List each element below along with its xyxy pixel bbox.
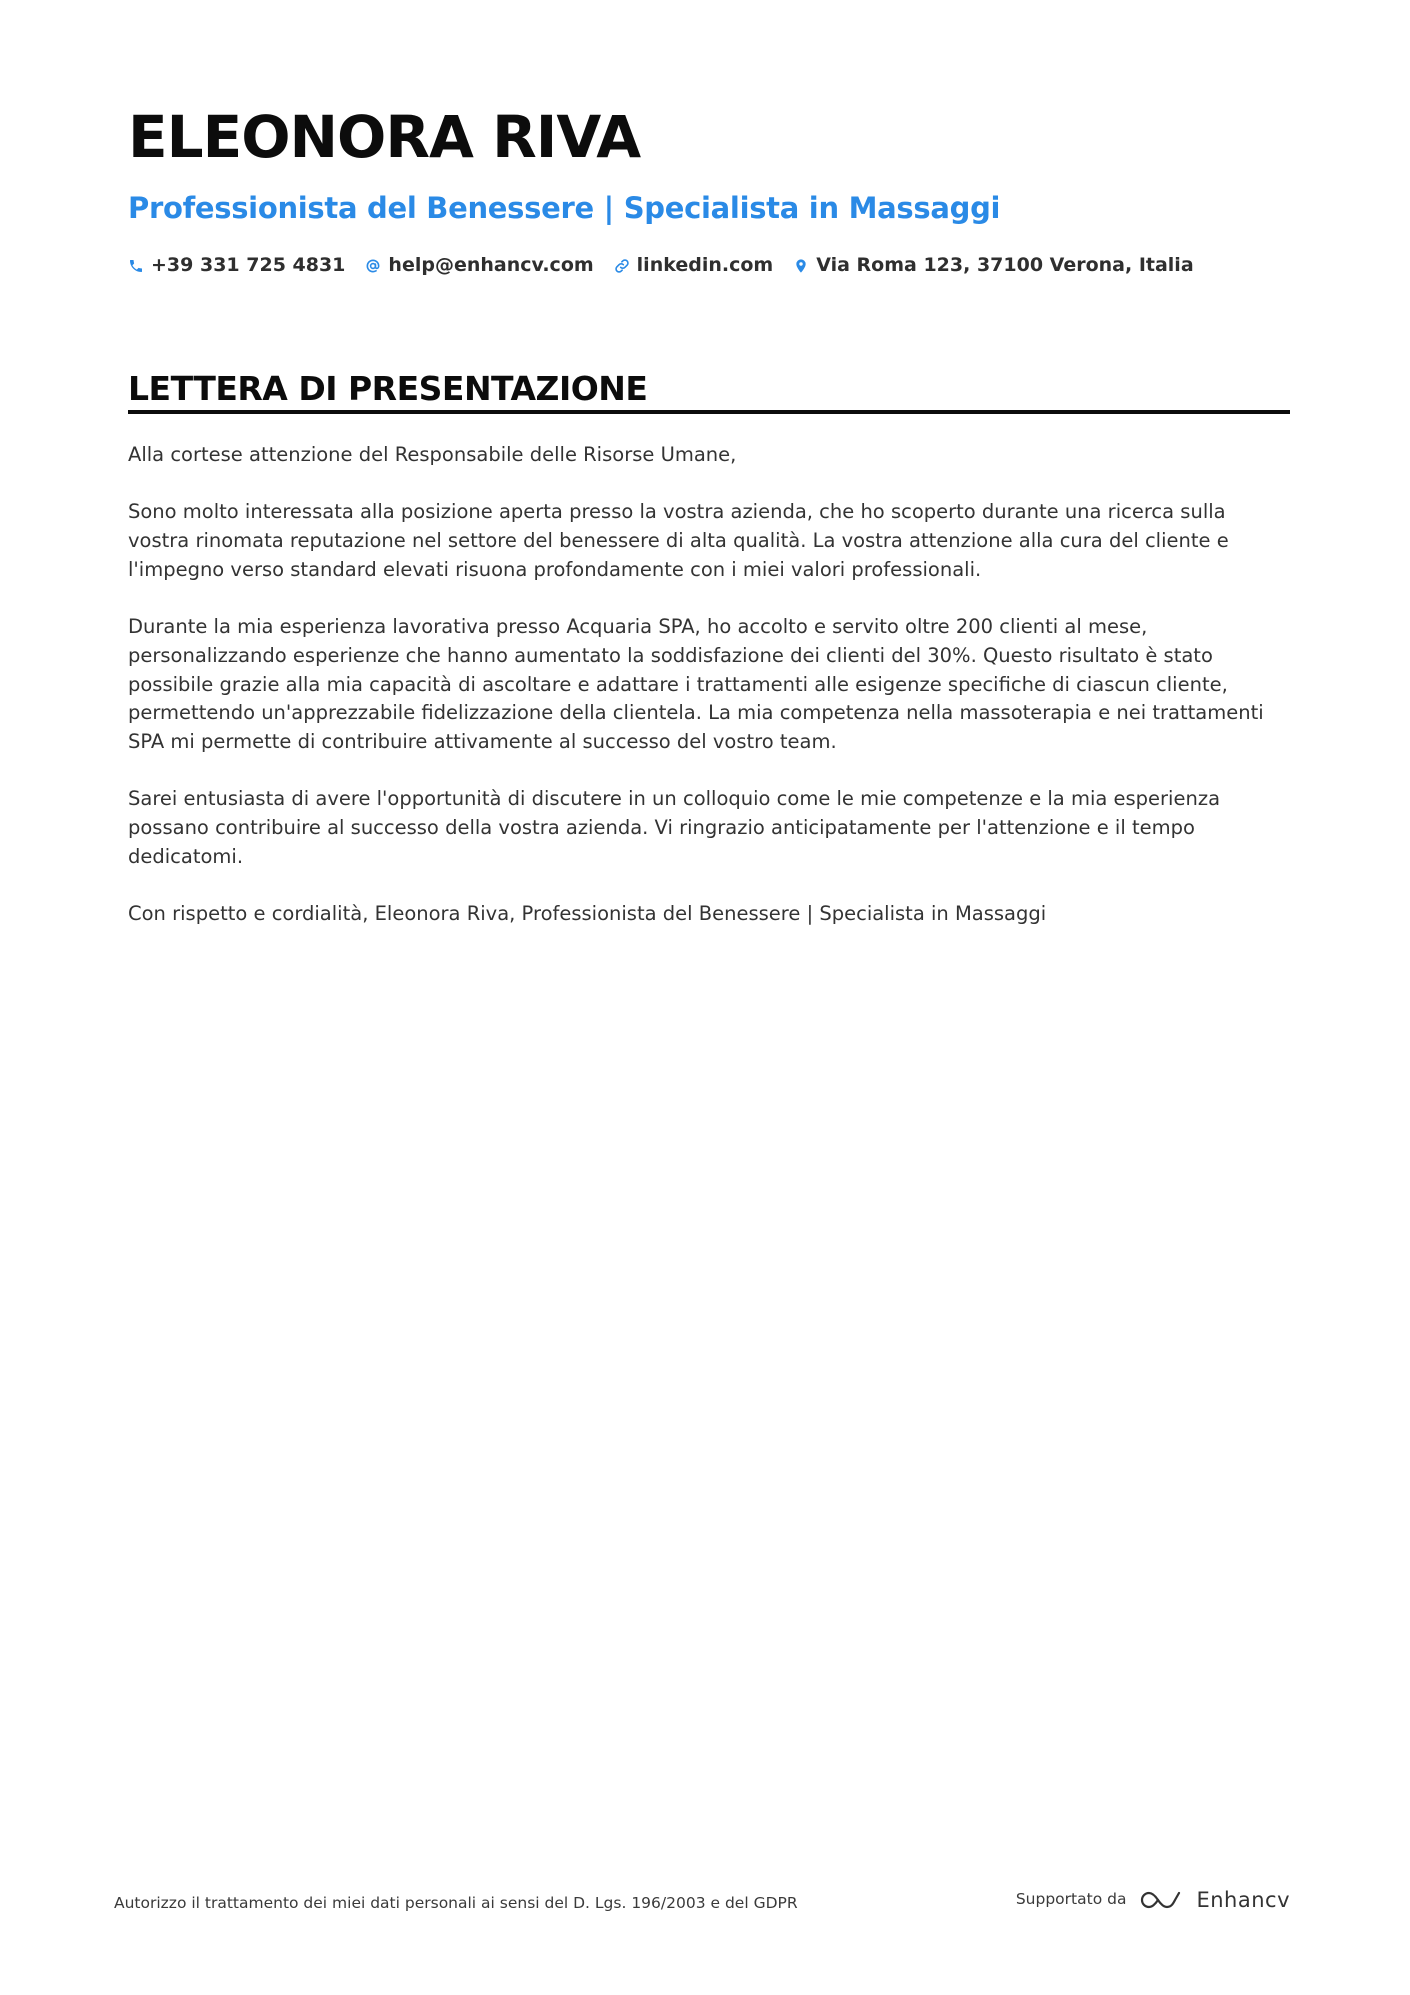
contact-bar bbox=[128, 256, 1214, 275]
powered-by bbox=[1016, 1888, 1290, 1912]
section-divider bbox=[128, 410, 1290, 414]
contact-address bbox=[793, 256, 1193, 275]
letter-paragraph: Sarei entusiasta di avere l'opportunità di discutere in un colloquio come le mie competenze e la mia esperienza possano contribuire al successo della vostra azienda. Vi ringrazio anticipatamente per l'attenzione e il tempo dedicatomi. bbox=[128, 787, 1221, 868]
letter-body bbox=[128, 441, 1288, 958]
section-title: LETTERA DI PRESENTAZIONE bbox=[128, 369, 648, 408]
candidate-name: ELEONORA RIVA bbox=[128, 103, 641, 171]
contact-email[interactable] bbox=[365, 256, 593, 275]
letter-paragraph: Durante la mia esperienza lavorativa presso Acquaria SPA, ho accolto e servito oltre 200 clienti al mese, personalizzando esperienze che hanno aumentato la soddisfazione dei clienti del 30%. Questo risultato è stato possibile grazie alla mia capacità di ascoltare e adattare i trattamenti alle esigenze specifiche di ciascun cliente, permettendo un'apprezzabile fidelizzazione della clientela. La mia competenza nella massoterapia e nei trattamenti SPA mi permette di contribuire attivamente al successo del vostro team. bbox=[128, 615, 1264, 753]
at-icon bbox=[365, 258, 381, 274]
letter-closing: Con rispetto e cordialità, Eleonora Riva, Professionista del Benessere | Specialista in Massaggi bbox=[128, 902, 1047, 926]
candidate-subtitle: Professionista del Benessere | Specialista in Massaggi bbox=[128, 191, 1001, 225]
brand-name: Enhancv bbox=[1196, 1887, 1290, 1912]
email-text: help@enhancv.com bbox=[388, 254, 594, 276]
location-pin-icon bbox=[793, 258, 809, 274]
letter-greeting: Alla cortese attenzione del Responsabile delle Risorse Umane, bbox=[128, 443, 737, 466]
enhancv-logo-icon bbox=[1138, 1888, 1184, 1912]
linkedin-text: linkedin.com bbox=[636, 254, 774, 276]
contact-phone bbox=[128, 256, 345, 275]
letter-paragraph: Sono molto interessata alla posizione aperta presso la vostra azienda, che ho scoperto durante una ricerca sulla vostra rinomata reputazione nel settore del benessere di alta qualità. La vostra attenzione alla cura del cliente e l'impegno verso standard elevati risuona profondamente con i miei valori professionali. bbox=[128, 500, 1229, 581]
powered-by-label: Supportato da bbox=[1015, 1890, 1127, 1909]
link-icon bbox=[614, 258, 630, 274]
phone-icon bbox=[128, 258, 144, 274]
contact-linkedin[interactable] bbox=[614, 256, 774, 275]
privacy-consent: Autorizzo il trattamento dei miei dati personali ai sensi del D. Lgs. 196/2003 e del GDPR bbox=[114, 1894, 798, 1912]
address-text: Via Roma 123, 37100 Verona, Italia bbox=[816, 254, 1194, 276]
phone-text: +39 331 725 4831 bbox=[151, 254, 346, 276]
